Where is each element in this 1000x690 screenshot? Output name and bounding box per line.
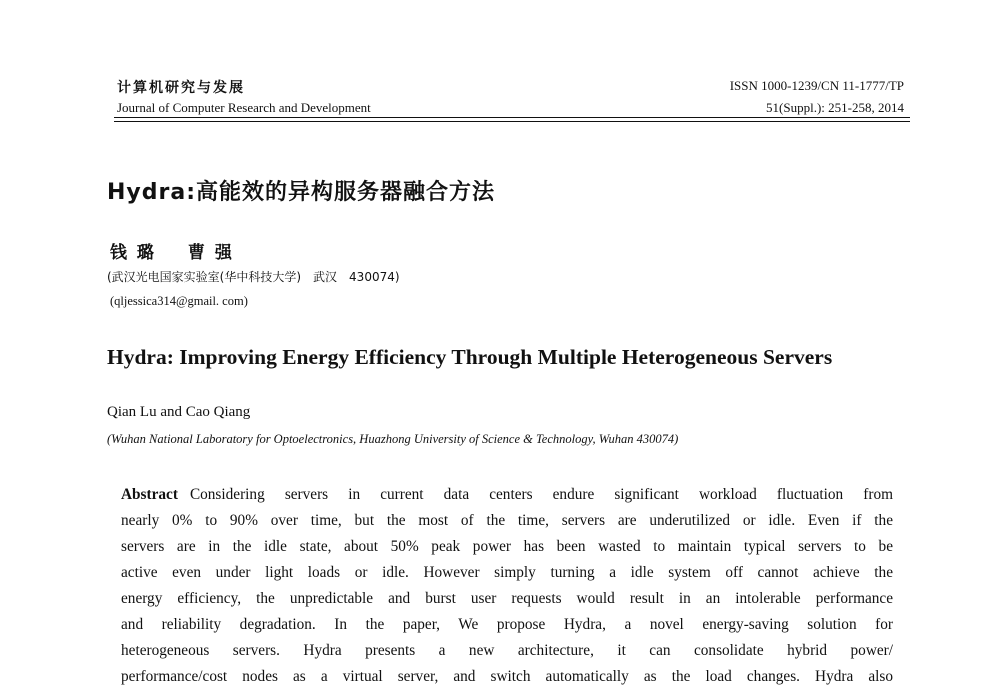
abstract-line <box>121 482 893 508</box>
header-rule-thick <box>114 117 910 118</box>
affiliation-cn: (武汉光电国家实验室(华中科技大学) 武汉 430074) <box>107 270 400 284</box>
abstract <box>121 482 893 690</box>
paper-title-en: Hydra: Improving Energy Efficiency Through Multiple Heterogeneous Servers <box>107 345 833 369</box>
abstract-line: active even under light loads or idle. However simply turning a idle system off cannot achieve the <box>121 564 893 581</box>
affiliation-en: (Wuhan National Laboratory for Optoelectronics, Huazhong University of Science & Technology, Wuhan 430074) <box>107 432 679 446</box>
abstract-line: and reliability degradation. In the paper, We propose Hydra, a novel energy-saving solution for <box>121 616 893 633</box>
author-email: (qljessica314@gmail. com) <box>110 294 248 308</box>
abstract-line: servers are in the idle state, about 50% peak power has been wasted to maintain typical servers to be <box>121 538 893 555</box>
authors-en: Qian Lu and Cao Qiang <box>107 404 251 420</box>
issn-line: ISSN 1000-1239/CN 11-1777/TP <box>729 78 904 93</box>
abstract-line: performance/cost nodes as a virtual server, and switch automatically as the load changes. Hydra also <box>121 668 893 685</box>
journal-name-cn: 计算机研究与发展 <box>117 81 245 96</box>
abstract-line: energy efficiency, the unpredictable and burst user requests would result in an intolerable performance <box>121 590 893 607</box>
abstract-line: heterogeneous servers. Hydra presents a new architecture, it can consolidate hybrid power/ <box>121 642 893 659</box>
journal-name-en: Journal of Computer Research and Development <box>117 100 371 115</box>
abstract-line: nearly 0% to 90% over time, but the most of the time, servers are underutilized or idle. Even if the <box>121 512 893 529</box>
abstract-label: Abstract <box>121 486 178 503</box>
abstract-line-text: Considering servers in current data centers endure significant workload fluctuation from <box>189 486 893 503</box>
paper-title-cn: Hydra:高能效的异构服务器融合方法 <box>107 180 495 205</box>
volume-line: 51(Suppl.): 251-258, 2014 <box>766 100 904 115</box>
header-rule-thin <box>114 121 910 122</box>
authors-cn: 钱 璐 曹 强 <box>110 243 232 263</box>
